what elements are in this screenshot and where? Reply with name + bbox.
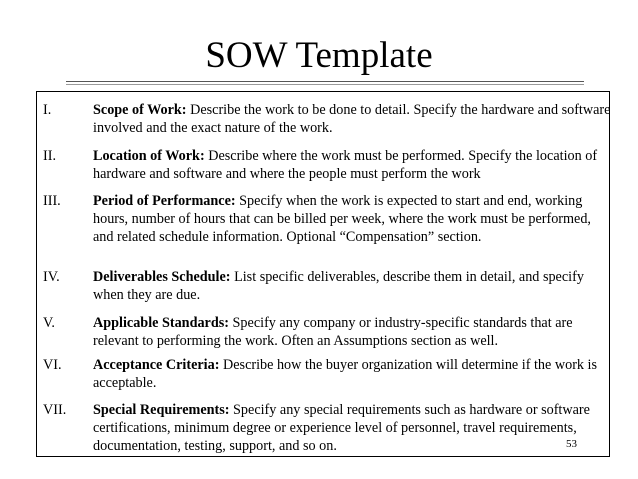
- item-numeral: I.: [43, 102, 52, 118]
- item-body: List specific deliverables, describe them in detail, and specify when they are due.: [93, 269, 584, 303]
- item-text: [93, 101, 611, 137]
- item-body: Describe the work to be done to detail. Specify the hardware and software involved and the exact nature of the work.: [93, 102, 611, 136]
- item-body: Specify any special requirements such as hardware or software certifications, minimum degree or experience level of personnel, travel requirements, documentation, testing, support, and so on.: [93, 402, 590, 454]
- item-numeral: III.: [43, 193, 61, 209]
- item-heading: Period of Performance:: [93, 193, 236, 209]
- item-body: Specify any company or industry-specific standards that are relevant to performing the work. Often an Assumptions section as well.: [93, 315, 573, 349]
- item-numeral: II.: [43, 148, 56, 164]
- item-body: Specify when the work is expected to start and end, working hours, number of hours that can be billed per week, where the work must be performed, and related schedule information. Optional “Compensation” section.: [93, 193, 591, 245]
- item-text: [93, 314, 611, 350]
- item-body: Describe where the work must be performed. Specify the location of hardware and software and where the people must perform the work: [93, 148, 598, 182]
- item-heading: Acceptance Criteria:: [93, 357, 220, 373]
- item-text: [93, 268, 611, 304]
- item-text: [93, 147, 611, 183]
- item-text: [93, 192, 611, 246]
- item-heading: Location of Work:: [93, 148, 205, 164]
- item-numeral: IV.: [43, 269, 60, 285]
- item-heading: Special Requirements:: [93, 402, 230, 418]
- item-heading: Applicable Standards:: [93, 315, 229, 331]
- item-text: [93, 401, 611, 455]
- item-heading: Scope of Work:: [93, 102, 187, 118]
- item-heading: Deliverables Schedule:: [93, 269, 231, 285]
- title-divider-shadow: [66, 84, 584, 85]
- page-number: 53: [566, 438, 577, 450]
- item-numeral: VII.: [43, 402, 67, 418]
- item-numeral: VI.: [43, 357, 62, 373]
- item-text: [93, 356, 611, 392]
- title-divider: [66, 81, 584, 82]
- slide-title: SOW Template: [205, 35, 433, 76]
- item-body: Describe how the buyer organization will determine if the work is acceptable.: [93, 357, 598, 391]
- sow-list-box: [36, 91, 610, 457]
- item-numeral: V.: [43, 315, 55, 331]
